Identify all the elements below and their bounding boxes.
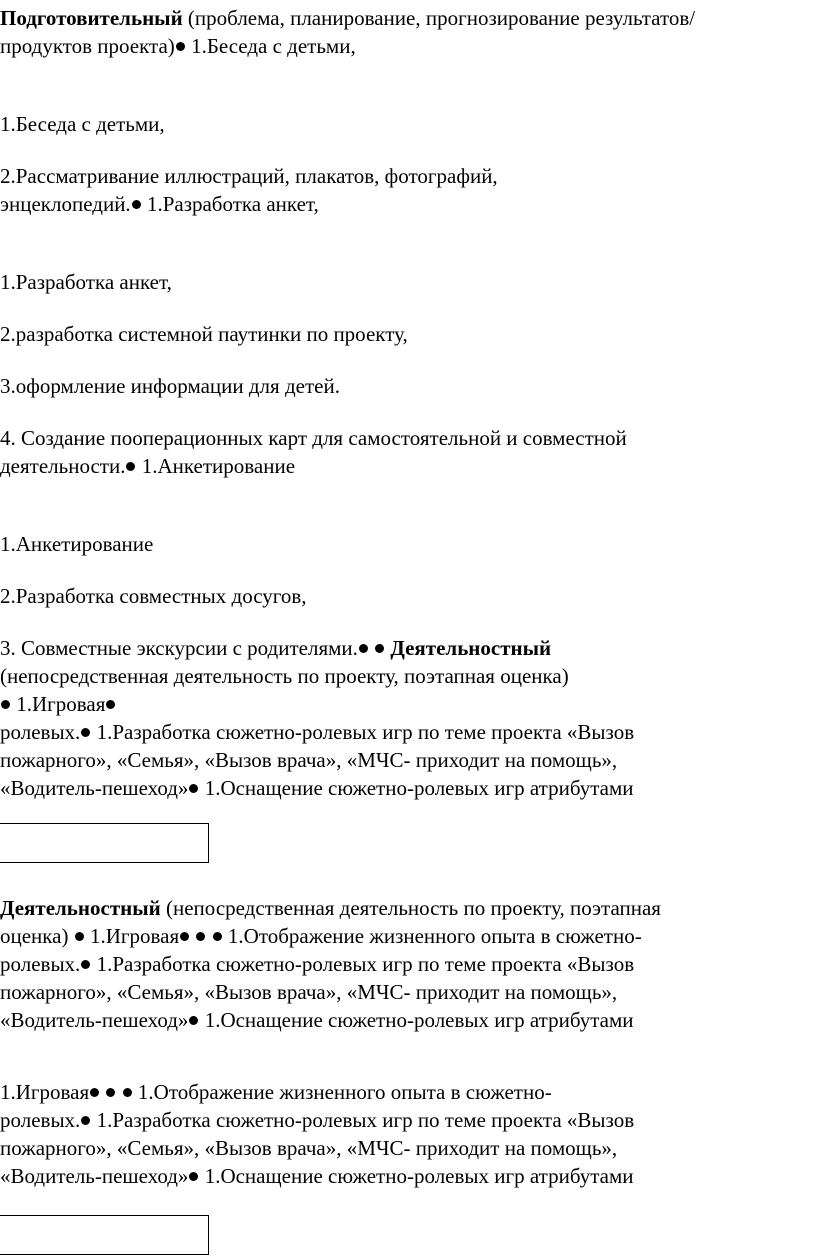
text: 1.Разработка анкет, bbox=[141, 192, 319, 216]
list-item: 3.оформление информации для детей. bbox=[0, 374, 340, 398]
paragraph-line bbox=[0, 32, 356, 60]
list-item: 1.Разработка анкет, bbox=[0, 270, 172, 294]
bullet-icon bbox=[1, 700, 10, 709]
heading-deyatelnostny: Деятельностный bbox=[390, 636, 552, 660]
bullet-icon bbox=[213, 932, 222, 941]
bullet-icon bbox=[126, 462, 135, 471]
list-item: 2.Рассматривание иллюстраций, плакатов, фотографий, bbox=[0, 164, 498, 188]
text: 1.Игровая bbox=[84, 924, 180, 948]
heading-podgotovitelny: Подготовительный bbox=[0, 6, 183, 30]
bullet-icon bbox=[189, 1172, 198, 1181]
text: 1.Отображение жизненного опыта в сюжетно- bbox=[132, 1080, 552, 1104]
list-item: 4. Создание пооперационных карт для самостоятельной и совместной bbox=[0, 426, 627, 450]
bullet-icon bbox=[176, 42, 185, 51]
text: ролевых. bbox=[0, 952, 81, 976]
text: 3. Совместные экскурсии с родителями. bbox=[0, 636, 358, 660]
text: энцеклопедий. bbox=[0, 192, 131, 216]
text: 1.Игровая bbox=[11, 692, 106, 716]
paragraph-line bbox=[0, 1006, 634, 1034]
paragraph-line bbox=[0, 894, 661, 922]
bullet-icon bbox=[189, 784, 198, 793]
text: 1.Игровая bbox=[0, 1080, 90, 1104]
text: 1.Анкетирование bbox=[136, 454, 296, 478]
bullet-icon bbox=[132, 200, 141, 209]
bullet-icon bbox=[106, 700, 115, 709]
text: 1.Разработка сюжетно-ролевых игр по теме проекта «Вызов bbox=[91, 1108, 635, 1132]
text: (непосредственная деятельность по проекту, поэтапная bbox=[160, 896, 661, 920]
paragraph-line bbox=[0, 922, 642, 950]
text: 1.Беседа с детьми, bbox=[185, 34, 356, 58]
paragraph-line bbox=[0, 718, 634, 746]
list-item: 2.разработка системной паутинки по проекту, bbox=[0, 322, 408, 346]
list-item: 2.Разработка совместных досугов, bbox=[0, 584, 307, 608]
bullet-icon bbox=[375, 644, 384, 653]
paragraph-line: (непосредственная деятельность по проекту, поэтапная оценка) bbox=[0, 664, 569, 688]
list-item bbox=[0, 634, 551, 662]
list-item bbox=[0, 190, 319, 218]
bullet-icon bbox=[81, 728, 90, 737]
bullet-icon bbox=[123, 1088, 132, 1097]
text: 1.Оснащение сюжетно-ролевых игр атрибутами bbox=[199, 1164, 634, 1188]
list-item: 1.Беседа с детьми, bbox=[0, 112, 165, 136]
paragraph-line bbox=[0, 774, 634, 802]
text: продуктов проекта) bbox=[0, 34, 175, 58]
paragraph-line: пожарного», «Семья», «Вызов врача», «МЧС- приходит на помощь», bbox=[0, 980, 618, 1004]
text: 1.Разработка сюжетно-ролевых игр по теме проекта «Вызов bbox=[91, 720, 635, 744]
bullet-icon bbox=[189, 1016, 198, 1025]
paragraph-line bbox=[0, 1106, 634, 1134]
bullet-icon bbox=[196, 932, 205, 941]
bullet-icon bbox=[81, 1116, 90, 1125]
paragraph-line bbox=[0, 1078, 552, 1106]
bullet-icon bbox=[180, 932, 189, 941]
paragraph-line bbox=[0, 4, 695, 32]
text: оценка) bbox=[0, 924, 74, 948]
text: 1.Разработка сюжетно-ролевых игр по теме проекта «Вызов bbox=[91, 952, 635, 976]
heading-deyatelnostny: Деятельностный bbox=[0, 896, 161, 920]
text: 1.Оснащение сюжетно-ролевых игр атрибутами bbox=[199, 776, 634, 800]
text: «Водитель-пешеход» bbox=[0, 776, 189, 800]
paragraph-line bbox=[0, 690, 116, 718]
bullet-icon bbox=[359, 644, 368, 653]
list-item bbox=[0, 452, 295, 480]
bullet-icon bbox=[106, 1088, 115, 1097]
text: (проблема, планирование, прогнозирование результатов/ bbox=[182, 6, 696, 30]
paragraph-line: пожарного», «Семья», «Вызов врача», «МЧС- приходит на помощь», bbox=[0, 1136, 618, 1160]
paragraph-line bbox=[0, 950, 634, 978]
text: «Водитель-пешеход» bbox=[0, 1164, 189, 1188]
empty-box bbox=[0, 823, 209, 863]
bullet-icon bbox=[90, 1088, 99, 1097]
bullet-icon bbox=[75, 932, 84, 941]
text: ролевых. bbox=[0, 1108, 81, 1132]
empty-box bbox=[0, 1215, 209, 1255]
bullet-icon bbox=[81, 960, 90, 969]
text: ролевых. bbox=[0, 720, 81, 744]
text: деятельности. bbox=[0, 454, 126, 478]
text: 1.Отображение жизненного опыта в сюжетно- bbox=[222, 924, 642, 948]
text: 1.Оснащение сюжетно-ролевых игр атрибутами bbox=[199, 1008, 634, 1032]
text: «Водитель-пешеход» bbox=[0, 1008, 189, 1032]
list-item: 1.Анкетирование bbox=[0, 532, 154, 556]
paragraph-line: пожарного», «Семья», «Вызов врача», «МЧС- приходит на помощь», bbox=[0, 748, 618, 772]
paragraph-line bbox=[0, 1162, 634, 1190]
